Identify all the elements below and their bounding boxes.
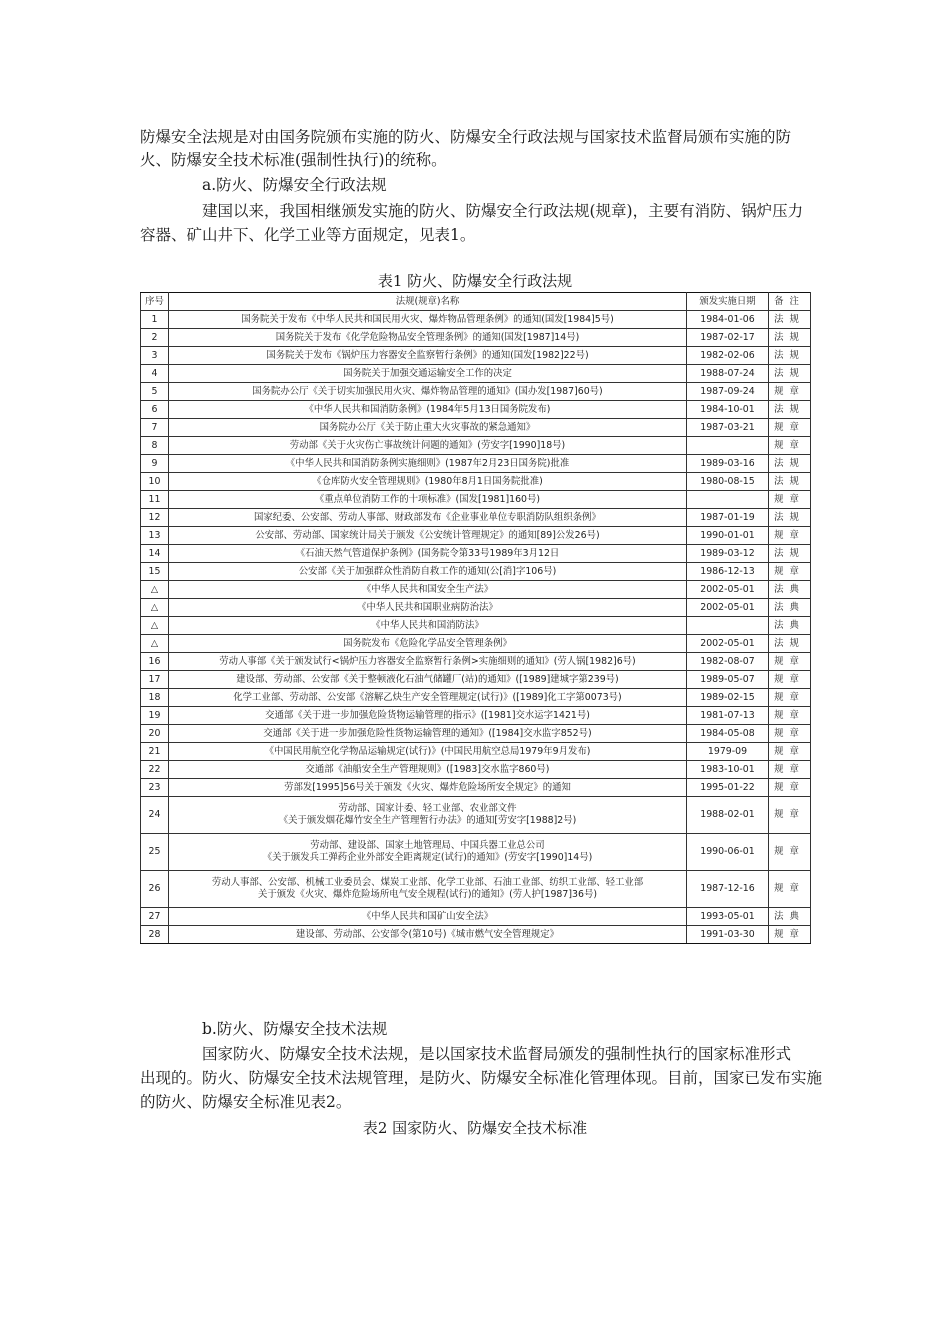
regulation-name	[169, 779, 687, 797]
regulation-name	[169, 689, 687, 707]
issue-date: 1984-05-08	[687, 725, 769, 743]
regulation-name	[169, 834, 687, 871]
issue-date: 1995-01-22	[687, 779, 769, 797]
table-body	[141, 311, 811, 944]
table-row	[141, 509, 811, 527]
table-row	[141, 401, 811, 419]
table-row	[141, 599, 811, 617]
row-number: 26	[141, 871, 169, 908]
regulation-name-line: 《石油天然气管道保护条例》(国务院令第33号1989年3月12日	[295, 547, 560, 559]
regulation-name	[169, 437, 687, 455]
regulation-name-line: 化学工业部、劳动部、公安部《溶解乙炔生产安全管理规定(试行)》([1989]化工字第0073号)	[233, 691, 622, 703]
regulation-name	[169, 329, 687, 347]
row-number: 14	[141, 545, 169, 563]
table-row	[141, 491, 811, 509]
regulation-name	[169, 743, 687, 761]
regulation-name-line: 建设部、劳动部、公安部《关于整顿液化石油气储罐厂(站)的通知》([1989]建城字第239号)	[236, 673, 619, 685]
regulation-name-line: 关于颁发《火灾、爆炸危险场所电气安全规程(试行)的通知》(劳人护[1987]36号)	[258, 889, 597, 900]
regulation-name-line: 劳动部、国家计委、轻工业部、农业部文件	[338, 803, 517, 814]
regulation-name	[169, 725, 687, 743]
row-number: 11	[141, 491, 169, 509]
regulation-name	[169, 671, 687, 689]
table-row	[141, 797, 811, 834]
intro-line-1: 防爆安全法规是对由国务院颁布实施的防火、防爆安全行政法规与国家技术监督局颁布实施的防	[140, 128, 792, 146]
table-row	[141, 617, 811, 635]
remark: 规章	[769, 834, 811, 871]
regulation-name	[169, 581, 687, 599]
row-number: 19	[141, 707, 169, 725]
regulation-name-line: 《重点单位消防工作的十项标准》(国发[1981]160号)	[314, 493, 541, 505]
issue-date: 2002-05-01	[687, 581, 769, 599]
table-row	[141, 545, 811, 563]
section-b-line-2: 出现的。防火、防爆安全技术法规管理，是防火、防爆安全标准化管理体现。目前，国家已发布实施	[140, 1069, 823, 1087]
table-row	[141, 437, 811, 455]
remark: 规章	[769, 725, 811, 743]
remark: 法规	[769, 545, 811, 563]
table-row	[141, 908, 811, 926]
regulation-name-line: 公安部《关于加强群众性消防自救工作的通知(公[消]字106号)	[298, 565, 557, 577]
regulation-name-line: 《关于颁发烟花爆竹安全生产管理暂行办法》的通知[劳安字[1988]2号)	[278, 815, 577, 826]
row-number: 10	[141, 473, 169, 491]
row-number: △	[141, 599, 169, 617]
issue-date: 1984-01-06	[687, 311, 769, 329]
remark: 法规	[769, 365, 811, 383]
row-number: △	[141, 581, 169, 599]
regulation-name-line: 交通部《关于进一步加强危险性货物运输管理的通知》([1984]交水监字852号)	[263, 727, 592, 739]
table-row	[141, 743, 811, 761]
remark: 规章	[769, 689, 811, 707]
remark: 法规	[769, 509, 811, 527]
section-b-line-1: 国家防火、防爆安全技术法规，是以国家技术监督局颁发的强制性执行的国家标准形式	[202, 1045, 792, 1063]
remark: 法典	[769, 581, 811, 599]
row-number: 23	[141, 779, 169, 797]
regulation-name-line: 国务院关于加强交通运输安全工作的决定	[343, 367, 512, 379]
remark: 规章	[769, 707, 811, 725]
table-row	[141, 834, 811, 871]
row-number: 5	[141, 383, 169, 401]
regulation-name	[169, 926, 687, 944]
regulation-name	[169, 871, 687, 908]
regulation-name	[169, 545, 687, 563]
row-number: 28	[141, 926, 169, 944]
regulation-name	[169, 311, 687, 329]
regulation-name-line: 《关于颁发兵工弹药企业外部安全距离规定(试行)的通知》(劳安字[1990]14号)	[262, 852, 593, 863]
remark: 法典	[769, 617, 811, 635]
issue-date: 1987-02-17	[687, 329, 769, 347]
table-row	[141, 871, 811, 908]
table2-caption: 表2 国家防火、防爆安全技术标准	[362, 1119, 588, 1137]
remark: 法规	[769, 401, 811, 419]
issue-date: 1991-03-30	[687, 926, 769, 944]
section-a-heading: a.防火、防爆安全行政法规	[202, 176, 387, 194]
row-number: 8	[141, 437, 169, 455]
table-row	[141, 689, 811, 707]
issue-date: 2002-05-01	[687, 599, 769, 617]
table-row	[141, 779, 811, 797]
remark: 规章	[769, 563, 811, 581]
row-number: △	[141, 617, 169, 635]
remark: 规章	[769, 797, 811, 834]
table-row	[141, 473, 811, 491]
row-number: 13	[141, 527, 169, 545]
remark: 规章	[769, 926, 811, 944]
remark: 法规	[769, 455, 811, 473]
row-number: 2	[141, 329, 169, 347]
regulation-name	[169, 707, 687, 725]
table-row	[141, 311, 811, 329]
issue-date: 1989-03-16	[687, 455, 769, 473]
regulation-name-line: 国务院办公厅《关于切实加强民用火灾、爆炸物品管理的通知》(国办发[1987]60号)	[252, 385, 603, 397]
regulation-name	[169, 653, 687, 671]
issue-date: 1982-08-07	[687, 653, 769, 671]
table-row	[141, 725, 811, 743]
issue-date: 1983-10-01	[687, 761, 769, 779]
issue-date: 1984-10-01	[687, 401, 769, 419]
regulation-name	[169, 347, 687, 365]
regulation-name-line: 国务院办公厅《关于防止重大火灾事故的紧急通知》	[319, 421, 536, 433]
header-no: 序号	[141, 293, 169, 311]
remark: 法规	[769, 311, 811, 329]
regulation-name-line: 《中华人民共和国安全生产法》	[361, 583, 494, 595]
regulation-name	[169, 527, 687, 545]
regulation-name-line: 《中国民用航空化学物品运输规定(试行)》(中国民用航空总局1979年9月发布)	[264, 745, 591, 757]
regulation-name-line: 劳动部《关于火灾伤亡事故统计问题的通知》(劳安字[1990]18号)	[289, 439, 566, 451]
issue-date: 1981-07-13	[687, 707, 769, 725]
regulation-name-line: 交通部《油船安全生产管理规则》([1983]交水监字860号)	[305, 763, 550, 775]
issue-date: 1982-02-06	[687, 347, 769, 365]
table-row	[141, 707, 811, 725]
remark: 规章	[769, 527, 811, 545]
remark: 规章	[769, 779, 811, 797]
remark: 规章	[769, 743, 811, 761]
regulation-name-line: 公安部、劳动部、国家统计局关于颁发《公安统计管理规定》的通知[89]公发26号)	[255, 529, 600, 541]
issue-date: 1986-12-13	[687, 563, 769, 581]
issue-date: 1990-01-01	[687, 527, 769, 545]
table-row	[141, 563, 811, 581]
remark: 法典	[769, 599, 811, 617]
table-header-row	[141, 293, 811, 311]
issue-date: 1989-02-15	[687, 689, 769, 707]
regulation-name-line: 国务院关于发布《中华人民共和国民用火灾、爆炸物品管理条例》的通知(国发[1984]5号)	[241, 313, 614, 325]
table-row	[141, 527, 811, 545]
section-b-heading: b.防火、防爆安全技术法规	[202, 1020, 388, 1038]
regulation-name-line: 劳动人事部《关于颁发试行<锅炉压力容器安全监察暂行条例>实施细则的通知》(劳人锅[1982]6号)	[219, 655, 636, 667]
regulation-name-line: 《中华人民共和国消防条例实施细则》(1987年2月23日国务院)批准	[285, 457, 570, 469]
table-row	[141, 581, 811, 599]
row-number: 20	[141, 725, 169, 743]
regulation-name	[169, 401, 687, 419]
regulation-name	[169, 473, 687, 491]
issue-date: 1979-09	[687, 743, 769, 761]
remark: 规章	[769, 383, 811, 401]
header-date: 颁发实施日期	[687, 293, 769, 311]
regulation-name-line: 《中华人民共和国消防法》	[371, 619, 484, 631]
regulation-name-line: 劳部发[1995]56号关于颁发《火灾、爆炸危险场所安全规定》的通知	[284, 781, 571, 793]
header-name: 法规(规章)名称	[169, 293, 687, 311]
regulation-name-line: 劳动部、建设部、国家土地管理局、中国兵器工业总公司	[310, 840, 545, 851]
remark: 规章	[769, 761, 811, 779]
issue-date: 1980-08-15	[687, 473, 769, 491]
row-number: 15	[141, 563, 169, 581]
row-number: 4	[141, 365, 169, 383]
remark: 法规	[769, 473, 811, 491]
issue-date: 1989-05-07	[687, 671, 769, 689]
regulation-name	[169, 419, 687, 437]
table1-caption: 表1 防火、防爆安全行政法规	[377, 272, 573, 290]
row-number: 21	[141, 743, 169, 761]
table-row	[141, 761, 811, 779]
remark: 规章	[769, 419, 811, 437]
issue-date	[687, 491, 769, 509]
issue-date	[687, 437, 769, 455]
regulation-name	[169, 455, 687, 473]
issue-date: 1987-12-16	[687, 871, 769, 908]
table-row	[141, 455, 811, 473]
regulation-name-line: 国务院关于发布《锅炉压力容器安全监察暂行条例》的通知(国发[1982]22号)	[266, 349, 589, 361]
regulation-name-line: 交通部《关于进一步加强危险货物运输管理的指示》([1981]交水运字1421号)	[265, 709, 590, 721]
issue-date	[687, 617, 769, 635]
regulation-name	[169, 908, 687, 926]
regulation-name-line: 《仓库防火安全管理规则》(1980年8月1日国务院批准)	[312, 475, 543, 487]
regulation-name	[169, 509, 687, 527]
issue-date: 1987-09-24	[687, 383, 769, 401]
regulation-name-line: 国务院发布《危险化学品安全管理条例》	[343, 637, 512, 649]
regulation-name	[169, 491, 687, 509]
row-number: 12	[141, 509, 169, 527]
issue-date: 1989-03-12	[687, 545, 769, 563]
section-a-line-2: 容器、矿山井下、化学工业等方面规定，见表1。	[140, 226, 476, 244]
regulation-name	[169, 563, 687, 581]
regulation-name	[169, 797, 687, 834]
table-row	[141, 926, 811, 944]
remark: 规章	[769, 491, 811, 509]
row-number: 1	[141, 311, 169, 329]
issue-date: 1993-05-01	[687, 908, 769, 926]
issue-date: 1990-06-01	[687, 834, 769, 871]
issue-date: 2002-05-01	[687, 635, 769, 653]
regulation-name	[169, 761, 687, 779]
row-number: 24	[141, 797, 169, 834]
remark: 规章	[769, 437, 811, 455]
intro-line-2: 火、防爆安全技术标准(强制性执行)的统称。	[140, 151, 447, 169]
remark: 规章	[769, 653, 811, 671]
regulation-name	[169, 365, 687, 383]
row-number: 18	[141, 689, 169, 707]
table-row	[141, 671, 811, 689]
regulation-name	[169, 599, 687, 617]
remark: 规章	[769, 671, 811, 689]
regulation-name	[169, 383, 687, 401]
row-number: 17	[141, 671, 169, 689]
header-remark: 备注	[769, 293, 811, 311]
table-row	[141, 419, 811, 437]
section-b-line-3: 的防火、防爆安全标准见表2。	[140, 1093, 352, 1111]
row-number: 9	[141, 455, 169, 473]
regulation-name-line: 《中华人民共和国消防条例》(1984年5月13日国务院发布)	[304, 403, 551, 415]
issue-date: 1988-02-01	[687, 797, 769, 834]
table-row	[141, 383, 811, 401]
remark: 法规	[769, 635, 811, 653]
row-number: 22	[141, 761, 169, 779]
row-number: 7	[141, 419, 169, 437]
table-row	[141, 653, 811, 671]
regulation-name-line: 《中华人民共和国职业病防治法》	[357, 601, 498, 613]
regulation-name-line: 《中华人民共和国矿山安全法》	[361, 910, 494, 922]
regulation-name	[169, 617, 687, 635]
row-number: 27	[141, 908, 169, 926]
regulation-name-line: 国家纪委、公安部、劳动人事部、财政部发布《企业事业单位专职消防队组织条例》	[254, 511, 601, 523]
regulation-name-line: 国务院关于发布《化学危险物品安全管理条例》的通知(国发[1987]14号)	[275, 331, 580, 343]
row-number: △	[141, 635, 169, 653]
row-number: 16	[141, 653, 169, 671]
remark: 法规	[769, 347, 811, 365]
table-row	[141, 365, 811, 383]
remark: 法典	[769, 908, 811, 926]
issue-date: 1988-07-24	[687, 365, 769, 383]
remark: 法规	[769, 329, 811, 347]
regulation-name-line: 劳动人事部、公安部、机械工业委员会、煤炭工业部、化学工业部、石油工业部、纺织工业部、轻工业部	[211, 877, 644, 888]
regulation-name	[169, 635, 687, 653]
regulations-table	[140, 292, 811, 944]
issue-date: 1987-03-21	[687, 419, 769, 437]
section-a-line-1: 建国以来，我国相继颁发实施的防火、防爆安全行政法规(规章)，主要有消防、锅炉压力	[202, 202, 804, 220]
row-number: 25	[141, 834, 169, 871]
regulation-name-line: 建设部、劳动部、公安部令(第10号)《城市燃气安全管理规定》	[296, 928, 559, 940]
table-row	[141, 635, 811, 653]
remark: 规章	[769, 871, 811, 908]
table-row	[141, 347, 811, 365]
issue-date: 1987-01-19	[687, 509, 769, 527]
table-row	[141, 329, 811, 347]
row-number: 3	[141, 347, 169, 365]
row-number: 6	[141, 401, 169, 419]
